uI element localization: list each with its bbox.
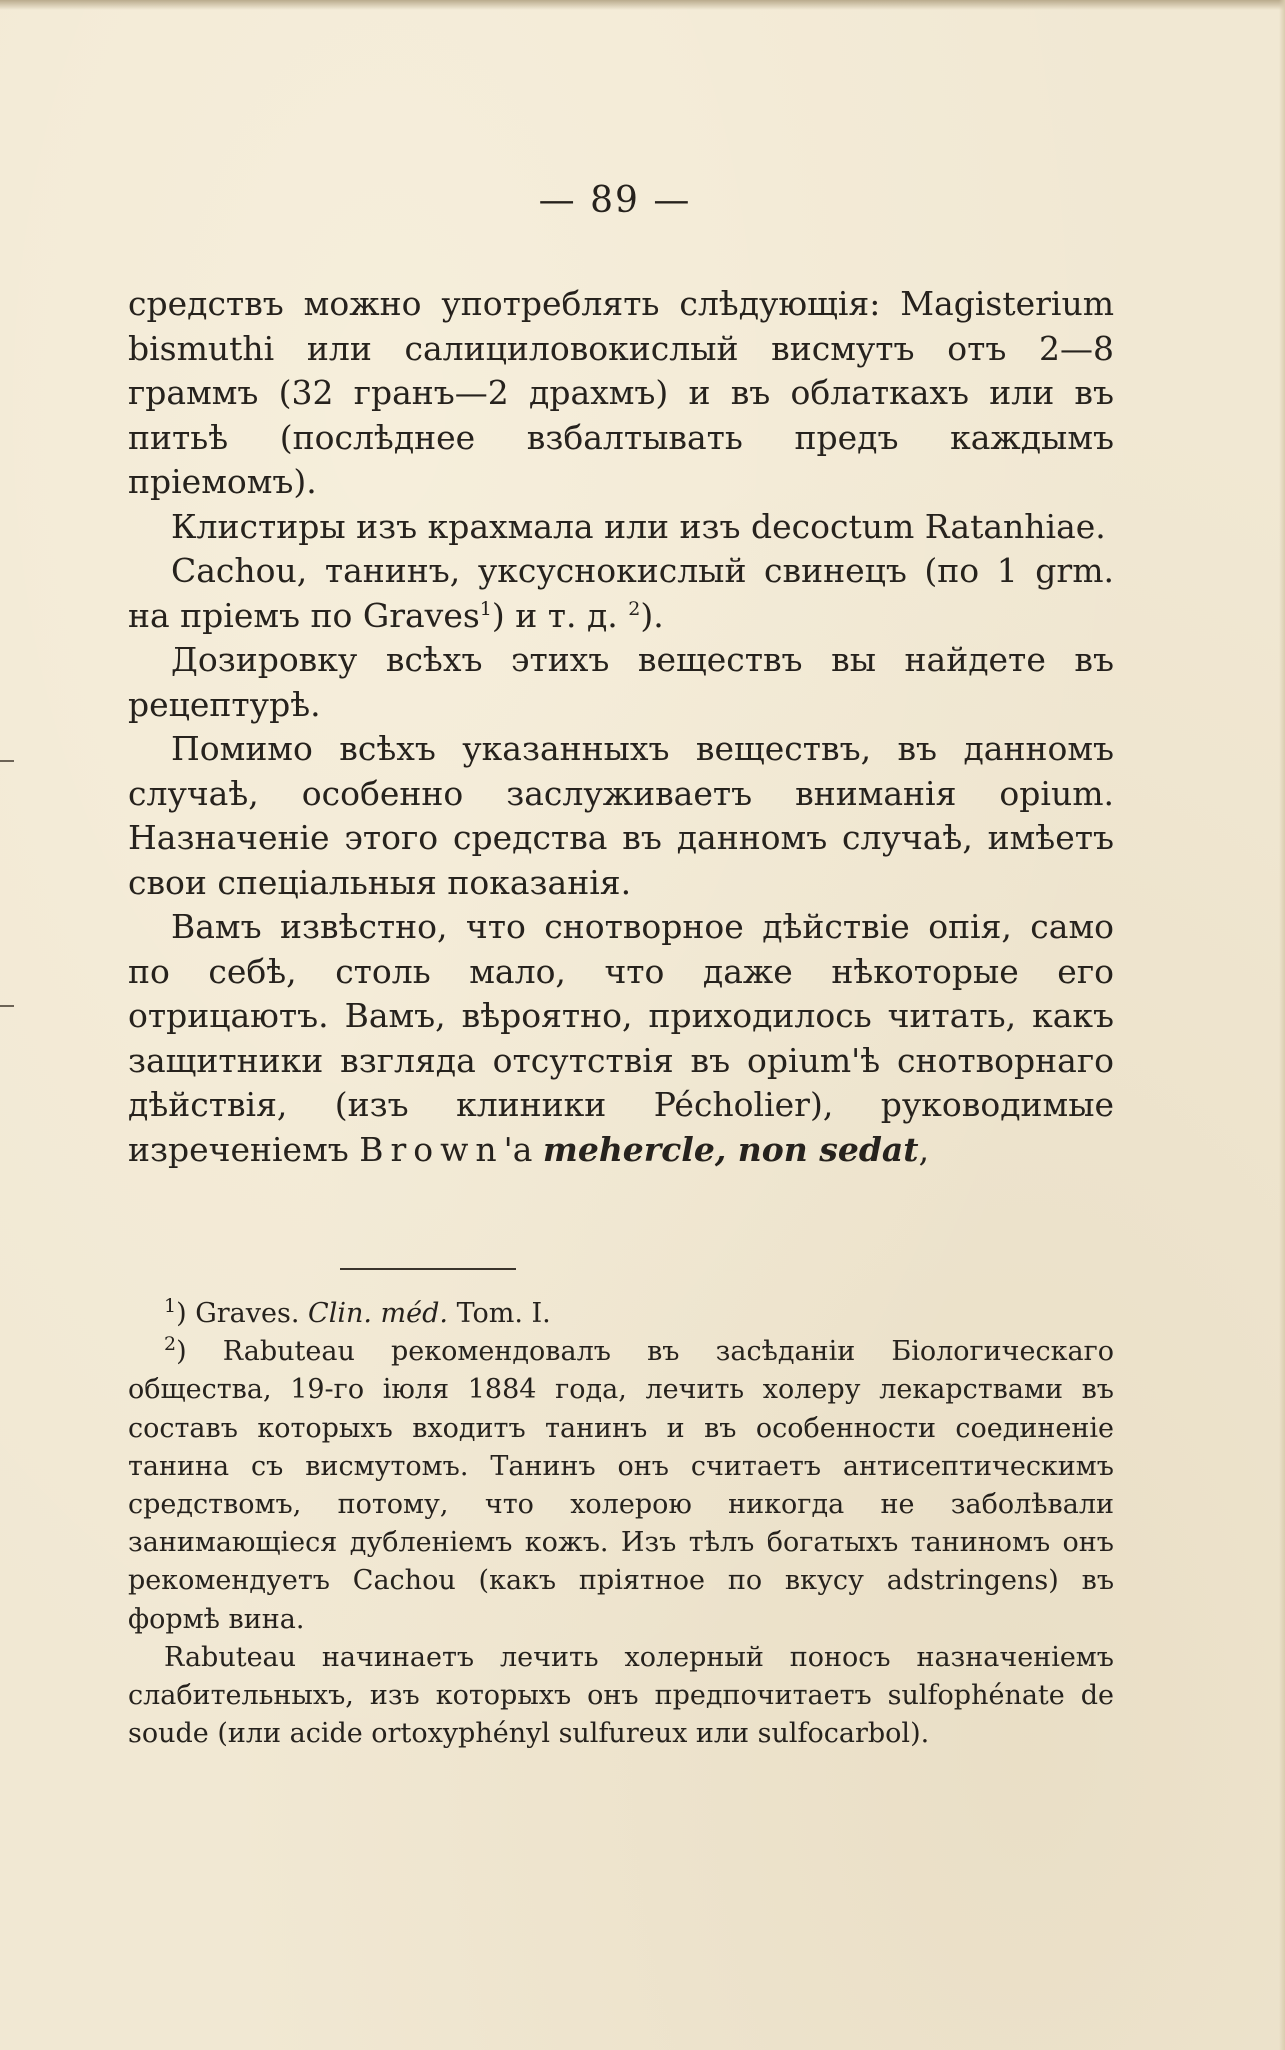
footnote-3: Rabuteau начинаетъ лечить холерный поносъ назначеніемъ слабительныхъ, изъ которыхъ онъ предпочитаетъ sulfophénate de soude (или acide ortoxyphényl sulfureux или sulfocarbol). [128, 1641, 1114, 1750]
paragraph-6-text: Вамъ извѣстно, что снотворное дѣйствіе опія, само по себѣ, столь мало, что даже нѣкоторые его отрицаютъ. Вамъ, вѣроятно, приходилось читать, какъ защитники взгляда отсутствія въ opium'ѣ снотворнаго дѣйствія, (изъ клиники Pécholier), руководимые изреченіемъ [128, 907, 1114, 1169]
paragraph-3-text-b: ) и т. д. [491, 595, 618, 635]
paragraph-2: Клистиры изъ крахмала или изъ decoctum Ratanhiae. [171, 506, 1106, 546]
page-top-edge [0, 0, 1285, 10]
paragraph-5: Помимо всѣхъ указанныхъ веществъ, въ данномъ случаѣ, особенно заслуживаетъ вниманія opium. Назначеніе этого средства въ данномъ случаѣ, имѣетъ свои спеціальныя показанія. [128, 729, 1114, 902]
margin-mark [0, 760, 14, 762]
author-name-spaced: Brown [359, 1129, 504, 1169]
latin-quote: mehercle, non sedat [542, 1129, 919, 1169]
paragraph-1: средствъ можно употреблять слѣдующія: Magisterium bismuthi или салициловокислый висмутъ отъ 2—8 граммъ (32 гранъ—2 драхмъ) и въ облаткахъ или въ питьѣ (послѣднее взбалтывать предъ каждымъ пріемомъ). [128, 284, 1114, 501]
footnote-2-marker: 2 [164, 1333, 177, 1356]
main-text [128, 282, 1114, 1172]
paragraph-4: Дозировку всѣхъ этихъ веществъ вы найдете въ рецептурѣ. [128, 640, 1114, 724]
footnote-divider [340, 1268, 516, 1270]
footnote-2-text: ) Rabuteau рекомендовалъ въ засѣданіи Біологическаго общества, 19-го іюля 1884 года, лечить холеру лекарствами въ составъ которыхъ входитъ танинъ и въ особенности соединеніе танина съ висмутомъ. Танинъ онъ считаетъ антисептическимъ средствомъ, потому, что холерою никогда не заболѣвали занимающіеся дубленіемъ кожъ. Изъ тѣлъ богатыхъ таниномъ онъ рекомендуетъ Cachou (какъ пріятное по вкусу adstringens) въ формѣ вина. [128, 1336, 1114, 1635]
paragraph-3-text-a: Cachou, танинъ, уксуснокислый свинецъ (по 1 grm. на пріемъ по Graves [128, 551, 1114, 635]
page-number: — 89 — [538, 180, 692, 221]
footnote-2 [128, 1333, 1114, 1639]
paragraph-3-text-c: ). [640, 595, 664, 635]
paragraph-6-end: , [918, 1129, 930, 1169]
footnotes [128, 1295, 1114, 1753]
footnote-ref-2[interactable]: 2 [628, 597, 641, 620]
footnote-ref-1[interactable]: 1 [479, 597, 492, 620]
author-suffix: 'а [503, 1129, 533, 1169]
footnote-1-title: Clin. méd. [308, 1298, 448, 1329]
footnote-1 [128, 1295, 1114, 1333]
margin-mark [0, 1005, 14, 1007]
footnote-1-text-a: ) Graves. [176, 1298, 300, 1329]
page-right-edge [1279, 0, 1285, 2050]
footnote-1-marker: 1 [164, 1295, 177, 1317]
paragraph-3 [128, 549, 1114, 638]
paragraph-6 [128, 905, 1114, 1172]
footnote-1-text-b: Tom. I. [456, 1298, 551, 1329]
